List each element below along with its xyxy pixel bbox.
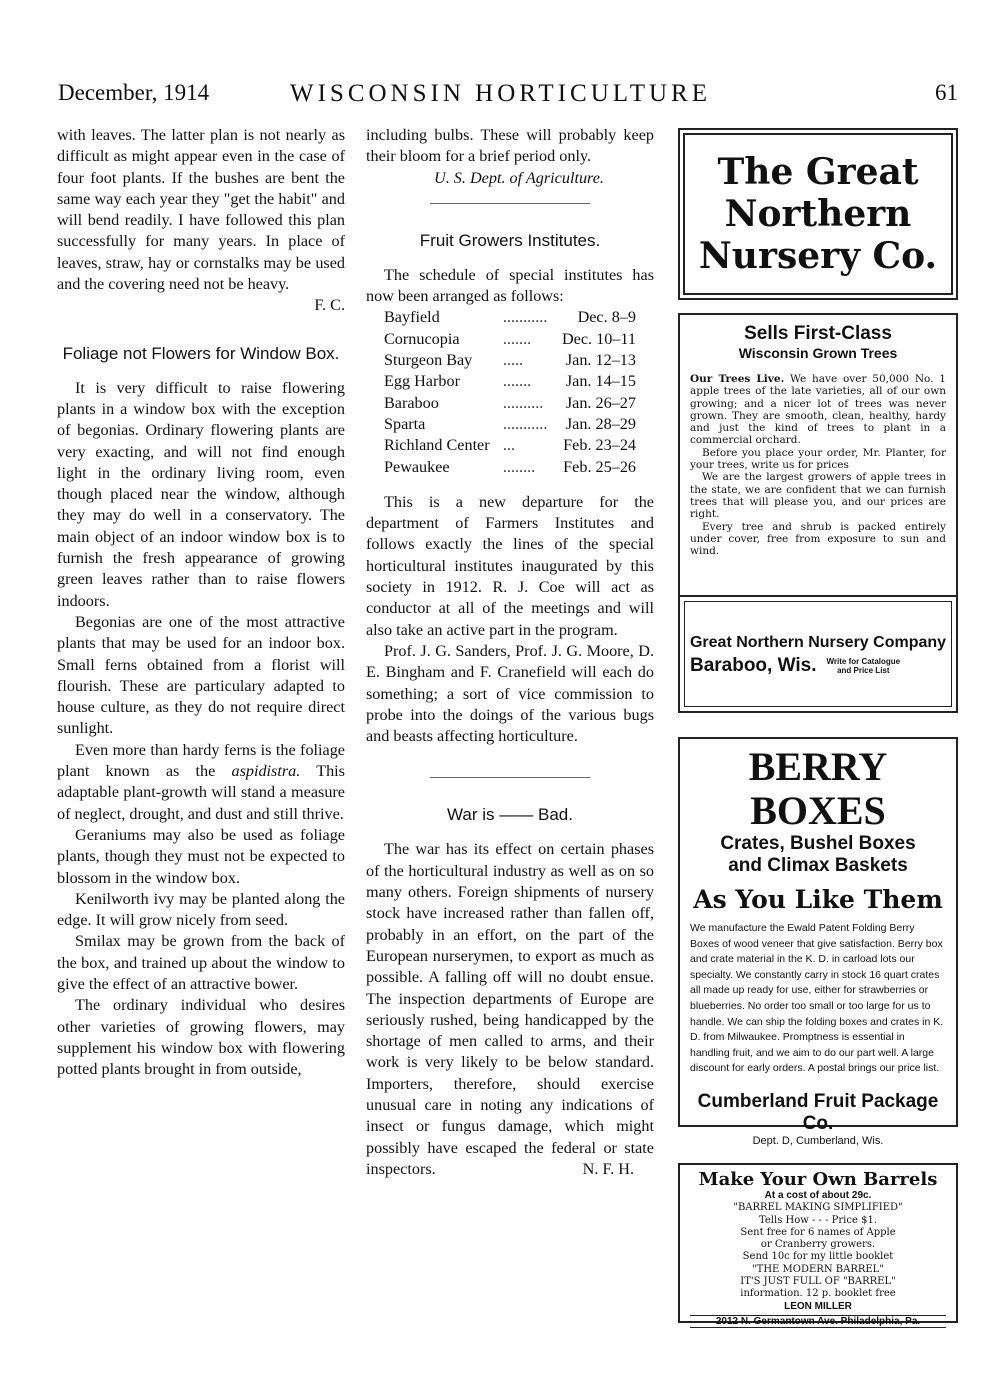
schedule-dots: ........ <box>502 457 536 476</box>
schedule-place: Cornucopia <box>384 329 460 348</box>
ad-headline: Northern <box>724 193 912 235</box>
author-signature: F. C. <box>314 296 345 315</box>
schedule-row <box>366 329 654 350</box>
schedule-dots: ....... <box>502 329 532 348</box>
paragraph: Prof. J. G. Sanders, Prof. J. G. Moore, D. E. Bingham and F. Cranefield will each do something; a sort of vice commission to probe into the doings of the various bugs and beasts affecting horticulture. <box>366 641 654 746</box>
paragraph: Begonias are one of the most attractive plants that may be used for an indoor box. Small ferns obtained from a florist will flourish. These are particulary adapted to house culture, as they do not require direct sunlight. <box>57 612 345 738</box>
ad-subheadline: Crates, Bushel Boxes <box>720 833 916 854</box>
ad-headline: Nursery Co. <box>698 235 938 277</box>
schedule-place: Bayfield <box>384 308 440 327</box>
journal-title: WISCONSIN HORTICULTURE <box>290 80 711 107</box>
ad-catalogue-note: Write for Catalogue and Price List <box>826 657 901 675</box>
section-divider <box>430 203 590 204</box>
paragraph: Geraniums may also be used as foliage plants, though they must not be expected to blossom in the window box. <box>57 825 345 887</box>
advertisement-great-northern-banner <box>678 128 958 300</box>
schedule-row <box>366 307 654 328</box>
schedule-place: Sparta <box>384 414 426 433</box>
ad-address: 2012 N. Germantown Ave. Philadelphia, Pa. <box>690 1315 946 1328</box>
ad-address: Dept. D, Cumberland, Wis. <box>752 1134 884 1147</box>
schedule-place: Baraboo <box>384 393 439 412</box>
author-signature: N. F. H. <box>582 1160 634 1179</box>
ad-subheadline: and Climax Baskets <box>728 855 908 876</box>
schedule-place: Pewaukee <box>384 457 450 476</box>
column-middle <box>366 125 654 1180</box>
ad-line: information. 12 p. booklet free <box>740 1288 896 1300</box>
advertisement-great-northern-text <box>678 313 958 595</box>
schedule-date: Jan. 28–29 <box>565 414 636 433</box>
schedule-date: Dec. 8–9 <box>577 308 636 327</box>
paragraph: This is a new departure for the department of Farmers Institutes and follows exactly the lines of the special horticultural institutes inaugurated by this society in 1912. R. J. Coe will act as conductor at all of the meetings and will also take an active part in the program. <box>366 492 654 639</box>
ad-headline: BERRY BOXES <box>748 744 888 833</box>
schedule-dots: ....... <box>502 372 532 391</box>
paragraph: It is very difficult to raise flowering plants in a window box with the exception of begonias. Ordinary flowering plants are very exacting, and will not find enough light in the ordinary living room, even though placed near the window, although they may do well in a conservatory. The main object of an indoor window box is to furnish the fresh appearance of growing green leaves rather than to raise flowers indoors. <box>57 378 345 610</box>
schedule-date: Jan. 12–13 <box>565 351 636 370</box>
ad-line: Tells How - - - Price $1. <box>759 1214 877 1226</box>
schedule-date: Feb. 25–26 <box>563 457 636 476</box>
schedule-place: Egg Harbor <box>384 372 460 391</box>
schedule-date: Jan. 26–27 <box>565 393 636 412</box>
paragraph: The war has its effect on certain phases of the horticultural industry as well as on so many others. Foreign shipments of nursery stock have increased rather than fallen off, probably in an effort, on the part of the European nurserymen, to export as much as possible. A falling off will no doubt ensue. The inspection departments of Europe are seriously rushed, being handicapped by the shortage of men called to arms, and their work is very likely to be below standard. Importers, therefore, should exercise unusual care in noting any indications of insect or fungus damage, which might possibly have escaped the federal or state inspectors. <box>366 840 654 1178</box>
paragraph: The schedule of special institutes has now been arranged as follows: <box>366 265 654 306</box>
column-left <box>57 125 345 1080</box>
ad-headline: Sells First-Class <box>744 323 892 344</box>
advertisement-great-northern-address <box>678 595 958 713</box>
schedule-row <box>366 435 654 456</box>
ad-line: IT'S JUST FULL OF "BARREL" <box>740 1276 896 1288</box>
running-header <box>58 80 958 114</box>
ad-subheadline: Wisconsin Grown Trees <box>738 345 898 361</box>
ad-company-name: Cumberland Fruit Package Co. <box>697 1090 939 1134</box>
ad-paragraph: Our Trees Live. We have over 50,000 No. 1 apple trees of the late varieties, all of our own growing; and a nicer lot of trees was never grown. They are smooth, clean, healthy, hardy and just the kind of trees to plant in a commercial orchard. <box>690 373 946 447</box>
ad-paragraph: Before you place your order, Mr. Planter, for your trees, write us for prices <box>690 446 946 472</box>
article-heading: Fruit Growers Institutes. <box>419 230 601 250</box>
italic-term: aspidistra. <box>231 762 301 781</box>
paragraph: with leaves. The latter plan is not nearly as difficult as might appear even in the case of four foot plants. If the bushes are bent the same way each year they "get the habit" and will bend readily. I have followed this plan successfully for many years. In place of leaves, straw, hay or cornstalks may be used and the covering need not be heavy. <box>57 126 345 294</box>
advertisement-berry-boxes <box>678 737 958 1147</box>
ad-paragraph: We are the largest growers of apple trees in the state, we are confident that we can furnish trees that will please you, and our prices are right. <box>690 471 946 521</box>
ad-paragraph: We manufacture the Ewald Patent Folding Berry Boxes of wood veneer that give satisfaction. Berry box and crate material in the K. D. in carload lots our specialty. We constantly carry in stock 16 quart crates all made up ready for use, either for strawberries or blueberries. No order too small or too large for us to handle. We can ship the folding boxes and crates in K. D. from Milwaukee. Promptness is essential in handling fruit, and we aim to do our part well. A large discount for early orders. A postal brings our price list. <box>690 922 944 1075</box>
institute-schedule <box>366 307 654 477</box>
schedule-dots: ..... <box>502 351 524 370</box>
article-heading: War is —— Bad. <box>447 805 573 825</box>
schedule-place: Richland Center <box>384 436 490 455</box>
schedule-date: Jan. 14–15 <box>565 372 636 391</box>
ad-headline: Make Your Own Barrels <box>698 1169 938 1190</box>
ad-line: "THE MODERN BARREL" <box>752 1263 884 1275</box>
paragraph: Even more than hardy ferns is the foliage plant known as the aspidistra. This adaptable plant-growth will stand a measure of neglect, drought, and dust and still thrive. <box>57 740 345 823</box>
schedule-place: Sturgeon Bay <box>384 351 473 370</box>
ad-headline: The Great <box>717 151 919 193</box>
ad-slogan: As You Like Them <box>693 885 943 914</box>
ad-line: Send 10c for my little booklet <box>742 1251 894 1263</box>
schedule-dots: ... <box>502 436 515 455</box>
ad-paragraph: Every tree and shrub is packed entirely under cover, free from exposure to sun and wind. <box>690 520 946 558</box>
issue-date: December, 1914 <box>58 80 210 105</box>
article-heading: Foliage not Flowers for Window Box. <box>62 343 340 363</box>
paragraph: Kenilworth ivy may be planted along the edge. It will grow nicely from seed. <box>57 889 345 930</box>
ad-town: Baraboo, Wis. <box>689 655 817 676</box>
schedule-row <box>366 393 654 414</box>
paragraph: Smilax may be grown from the back of the box, and trained up about the window to give the effect of an attractive bower. <box>57 932 345 993</box>
ad-line: Sent free for 6 names of Apple <box>740 1226 896 1238</box>
schedule-dots: ........... <box>502 414 548 433</box>
source-credit: U. S. Dept. of Agriculture. <box>434 168 604 187</box>
ad-line: "BARREL MAKING SIMPLIFIED" <box>733 1202 903 1214</box>
schedule-dots: .......... <box>502 393 544 412</box>
page-number: 61 <box>935 80 958 105</box>
schedule-dots: ........... <box>502 308 548 327</box>
schedule-row <box>366 371 654 392</box>
paragraph: The ordinary individual who desires other varieties of growing flowers, may supplement his window box with flowering potted plants brought in from outside, <box>57 996 345 1079</box>
ad-line: or Cranberry growers. <box>760 1239 876 1251</box>
schedule-row <box>366 414 654 435</box>
advertisement-barrels <box>678 1163 958 1327</box>
paragraph: including bulbs. These will probably keep their bloom for a brief period only. <box>366 126 654 166</box>
ad-advertiser-name: LEON MILLER <box>784 1300 852 1312</box>
schedule-date: Dec. 10–11 <box>561 329 636 348</box>
ad-line: At a cost of about 29c. <box>764 1190 872 1201</box>
schedule-row <box>366 350 654 371</box>
ad-company-name: Great Northern Nursery Company <box>689 634 947 651</box>
section-divider <box>430 777 590 778</box>
schedule-date: Feb. 23–24 <box>563 436 636 455</box>
schedule-row <box>366 457 654 478</box>
